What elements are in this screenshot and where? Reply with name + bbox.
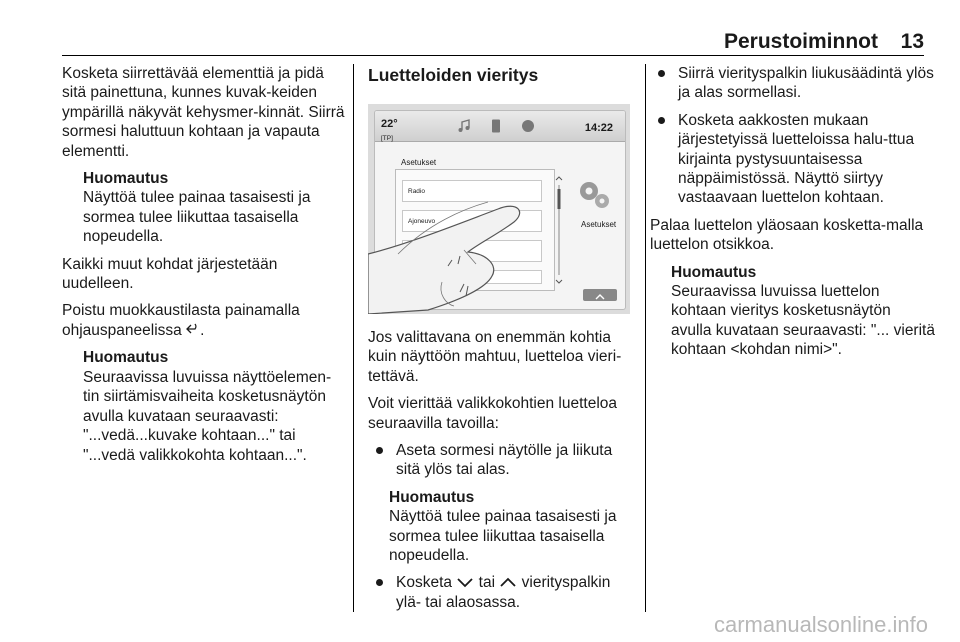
paragraph-back xyxy=(62,301,346,340)
bullet-list xyxy=(650,64,935,208)
note xyxy=(650,263,935,360)
settings-label: Asetukset xyxy=(581,220,617,229)
temperature: 22° xyxy=(381,118,398,130)
list-item: Kosketa aakkosten mukaan järjestetyissä luetteloissa halu-ttua kirjainta pystysuuntaisessa näppäimistössä. Näyttö siirtyy vastaavaan luettelon kohtaan. xyxy=(650,111,935,208)
finger-hand-illustration xyxy=(368,104,630,314)
note xyxy=(368,488,636,566)
touchscreen-illustration xyxy=(368,104,630,314)
bullet-text: tai xyxy=(478,574,496,592)
note-text: Näyttöä tulee painaa tasaisesti ja sormea tulee liikuttaa tasaisella nopeudella. xyxy=(83,189,311,246)
paragraph: Jos valittavana on enemmän kohtia kuin näyttöön mahtuu, luetteloa vieri-tettävä. xyxy=(368,329,622,385)
note-text: Seuraavissa luvuissa näyttöelemen-tin siirtämisvaiheita kosketusnäytön avulla kuvataan seuraavasti: "...vedä...kuvake kohtaan..." tai "...vedä valikkokohta kohtaan...". xyxy=(83,368,332,464)
chevron-up-icon xyxy=(499,574,517,593)
bullet-list xyxy=(368,573,636,612)
column-3 xyxy=(650,64,935,368)
chevron-down-icon xyxy=(456,574,474,593)
note xyxy=(62,169,346,247)
tp-indicator: [TP] xyxy=(381,135,393,142)
note-text: Seuraavissa luvuissa luettelon kohtaan vieritys kosketusnäytön avulla kuvataan seuraavasti: "... vieritä kohtaan <kohdan nimi>". xyxy=(671,283,935,359)
list-item: Aseta sormesi näytölle ja liikuta sitä ylös tai alas. xyxy=(368,441,636,480)
column-divider xyxy=(353,64,354,612)
page-header xyxy=(0,0,960,56)
list-item: Siirrä vierityspalkin liukusäädintä ylös ja alas sormellasi. xyxy=(650,64,935,103)
paragraph: Palaa luettelon yläosaan kosketta-malla luettelon otsikkoa. xyxy=(650,216,924,254)
note-title: Huomautus xyxy=(389,488,475,506)
bullet-list xyxy=(368,441,636,480)
paragraph: Voit vierittää valikkokohtien luetteloa seuraavilla tavoilla: xyxy=(368,395,618,432)
column-2 xyxy=(368,64,636,620)
screen-title: Asetukset xyxy=(401,158,437,167)
section-heading: Luetteloiden vieritys xyxy=(368,65,539,85)
header-rule xyxy=(62,55,924,56)
back-icon xyxy=(186,321,200,340)
list-item[interactable]: Radio xyxy=(402,180,542,202)
bullet-text: vierityspalkin ylä- tai alaosassa. xyxy=(396,574,611,612)
bullet-text: Kosketa xyxy=(396,574,453,592)
note-title: Huomautus xyxy=(83,349,169,367)
paragraph-end: . xyxy=(200,321,205,339)
watermark: carmanualsonline.info xyxy=(713,612,928,637)
page-number: 13 xyxy=(900,30,924,53)
clock: 14:22 xyxy=(584,122,613,134)
column-1 xyxy=(62,64,346,473)
paragraph: Kaikki muut kohdat järjestetään uudelleen. xyxy=(62,255,278,293)
paragraph: Kosketa siirrettävää elementtiä ja pidä sitä painettuna, kunnes kuvak-keiden ympärillä näkyvät kehysmer-kinnät. Siirrä sormesi haluttuun kohtaan ja vapauta elementti. xyxy=(62,65,345,160)
note-title: Huomautus xyxy=(671,263,757,281)
column-divider xyxy=(645,64,646,612)
list-item[interactable]: Ajoneuvo xyxy=(402,210,542,232)
paragraph-text: Poistu muokkaustilasta painamalla ohjauspaneelissa xyxy=(62,302,300,339)
chapter-title: Perustoiminnot xyxy=(723,30,878,53)
note-title: Huomautus xyxy=(83,170,169,188)
list-item xyxy=(368,573,636,612)
note xyxy=(62,348,346,464)
note-text: Näyttöä tulee painaa tasaisesti ja sormea tulee liikuttaa tasaisella nopeudella. xyxy=(389,508,617,565)
